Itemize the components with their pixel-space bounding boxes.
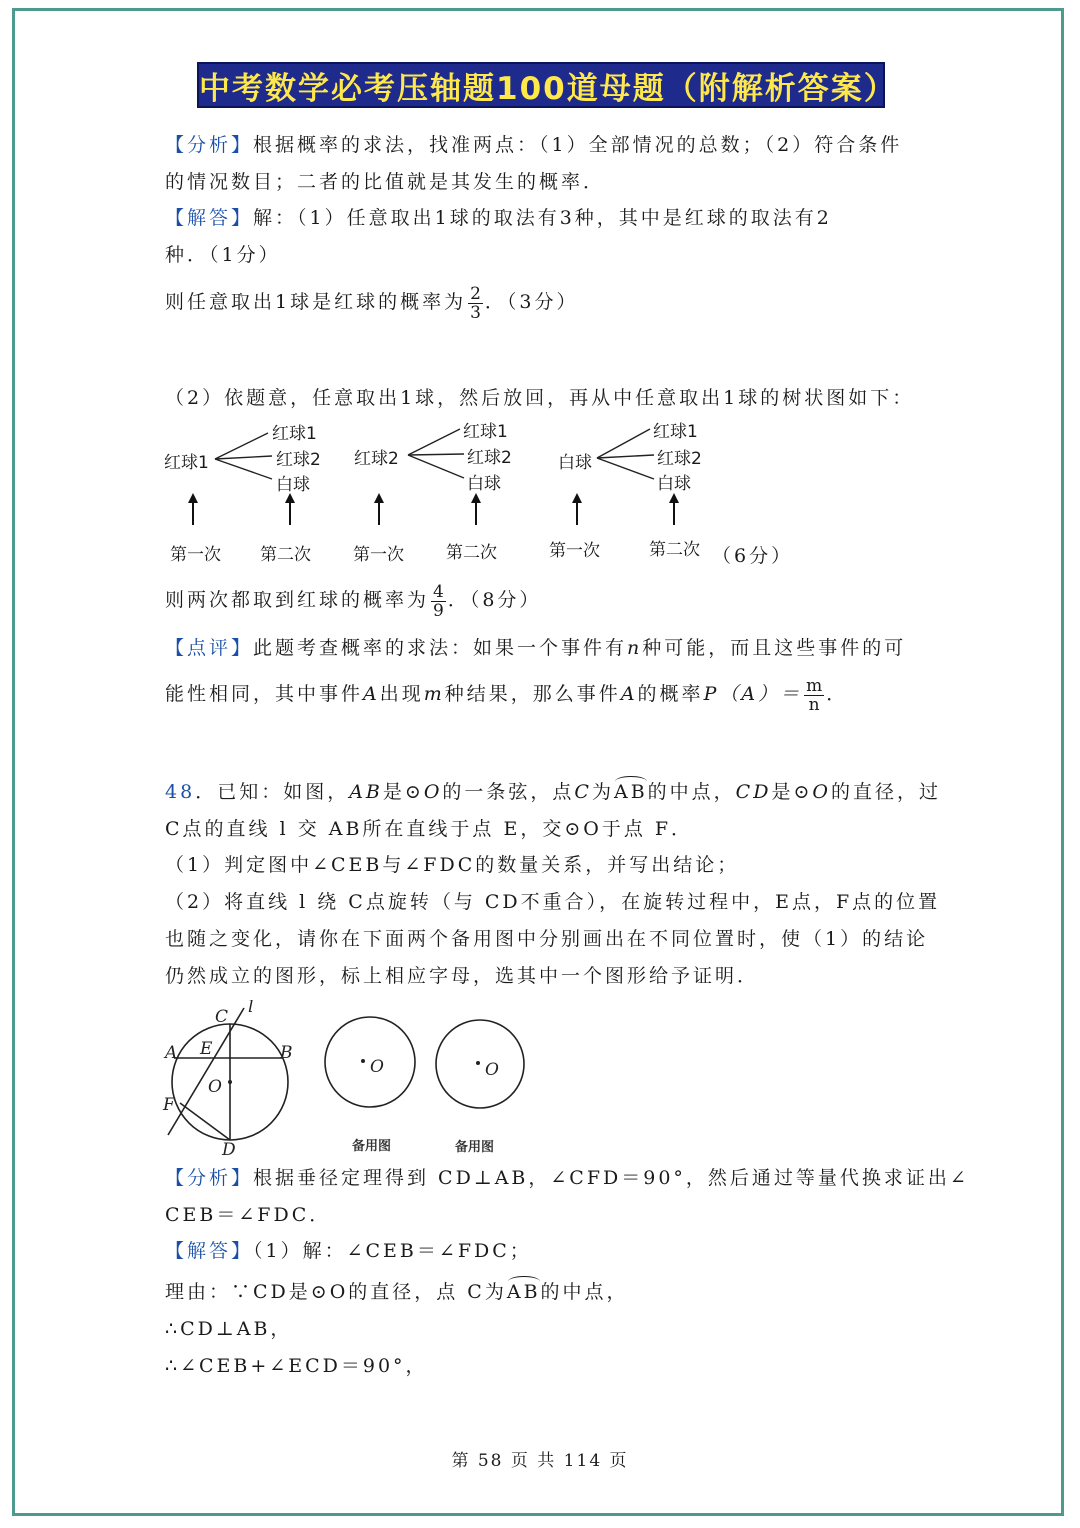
tree-first-label: 第一次: [353, 545, 404, 565]
tree-branch: 白球: [657, 474, 691, 494]
q48-var: O: [812, 781, 831, 803]
part2-line: （2）依题意，任意取出1球，然后放回，再从中任意取出1球的树状图如下：: [165, 387, 915, 409]
comment-fraction: [804, 677, 824, 714]
comment-text: 能性相同，其中事件: [165, 683, 364, 705]
analysis-text: 根据垂径定理得到 CD⊥AB，∠CFD＝90°，然后通过等量代换求证出∠: [253, 1167, 969, 1189]
tree-root-3: 白球: [558, 453, 592, 473]
answer-tag: 【解答】: [165, 207, 254, 229]
comment-line-2: [165, 674, 848, 714]
probability-line-2: [165, 580, 541, 620]
prob2-numerator: 4: [433, 581, 444, 602]
title-banner: [197, 62, 897, 108]
q48-var: CD: [735, 781, 772, 803]
reason-text: 的中点，: [540, 1281, 629, 1303]
prob1-numerator: 2: [470, 283, 481, 304]
label-d: D: [222, 1140, 236, 1160]
q48-text: 为: [591, 781, 614, 803]
analysis-line-1: [165, 133, 902, 157]
answer-text: （1）解：∠CEB＝∠FDC；: [253, 1240, 532, 1262]
label-b: B: [280, 1043, 293, 1063]
tree-branch: 红球1: [463, 422, 508, 442]
tree-branch: 红球1: [653, 422, 698, 442]
tree-diagram: [160, 415, 760, 575]
q48-line-2: C点的直线 l 交 AB所在直线于点 E，交⊙O于点 F．: [165, 818, 694, 840]
prob2-score: ．（8分）: [447, 589, 542, 611]
q48-line-6: 仍然成立的图形，标上相应字母，选其中一个图形给予证明．: [165, 965, 760, 987]
spare-circle-2: [436, 1020, 524, 1108]
comment-text: 种可能，而且这些事件的可: [642, 637, 907, 659]
q48-text: 是⊙: [771, 781, 813, 803]
label-l: l: [248, 1000, 254, 1017]
comment-text: 此题考查概率的求法：如果一个事件有: [253, 637, 628, 659]
line-l: [168, 1008, 244, 1135]
tree-branch: 白球: [276, 475, 310, 495]
arc-ab: AB: [613, 781, 648, 803]
q48-therefore-2: ∴∠CEB+∠ECD＝90°，: [165, 1355, 428, 1377]
q48-line-5: 也随之变化，请你在下面两个备用图中分别画出在不同位置时，使（1）的结论: [165, 928, 929, 950]
tree-first-label: 第一次: [549, 541, 600, 561]
tree-second-label: 第二次: [446, 543, 497, 563]
comment-var-m: m: [423, 683, 445, 705]
probability-line-1: [165, 282, 579, 322]
analysis-tag: 【分析】: [165, 1167, 254, 1189]
tree-second-label: 第二次: [260, 545, 311, 565]
q48-text: ．已知：如图，: [195, 781, 350, 803]
q48-therefore-1: ∴CD⊥AB，: [165, 1318, 293, 1340]
spare-caption-2: 备用图: [455, 1140, 495, 1155]
answer-line-1: [165, 206, 832, 230]
comment-text: 的概率: [637, 683, 704, 705]
q48-text: 的一条弦，点: [442, 781, 575, 803]
page-title: 中考数学必考压轴题100道母题（附解析答案）: [199, 70, 897, 107]
tree-branch: 红球2: [657, 449, 702, 469]
page-footer: 第 58 页 共 114 页: [451, 1451, 629, 1471]
q48-line-1: [165, 780, 941, 804]
analysis-line-2: 的情况数目；二者的比值就是其发生的概率．: [165, 171, 606, 193]
arc-ab: AB: [506, 1281, 541, 1303]
comment-line-1: [165, 636, 906, 660]
q48-text: 的中点，: [647, 781, 736, 803]
label-c: C: [215, 1007, 229, 1027]
q48-analysis-line-2: CEB＝∠FDC．: [165, 1204, 332, 1226]
spare-label-o-1: O: [370, 1057, 384, 1077]
comment-var-a: A: [620, 683, 638, 705]
spare-caption-1: 备用图: [352, 1139, 392, 1154]
comment-probability: P（A）＝: [703, 683, 803, 705]
prob2-fraction: [431, 583, 446, 620]
q48-text: 是⊙: [382, 781, 424, 803]
q48-var: C: [574, 781, 592, 803]
analysis-tag: 【分析】: [165, 134, 254, 156]
q48-analysis-line-1: [165, 1166, 969, 1190]
q48-answer-line-1: [165, 1239, 532, 1263]
tree-branch: 红球2: [467, 448, 512, 468]
comment-var-a: A: [363, 683, 380, 705]
prob1-text: 则任意取出1球是红球的概率为: [165, 291, 467, 313]
answer-text: 解：（1）任意取出1球的取法有3种，其中是红球的取法有2: [253, 207, 832, 229]
q48-line-3: （1）判定图中∠CEB与∠FDC的数量关系，并写出结论；: [165, 854, 740, 876]
q48-line-4: （2）将直线 l 绕 C点旋转（与 CD不重合），在旋转过程中，E点，F点的位置: [165, 891, 941, 913]
q48-var: AB: [349, 781, 383, 803]
comment-numerator: m: [806, 675, 823, 696]
comment-denominator: n: [808, 694, 820, 715]
comment-var-n: n: [627, 637, 643, 659]
q48-var: O: [423, 781, 443, 803]
question-number: 48: [165, 781, 196, 803]
tree-branch: 白球: [467, 474, 501, 494]
tree-root-2: 红球2: [354, 449, 399, 469]
prob2-text: 则两次都取到红球的概率为: [165, 589, 430, 611]
comment-text: 种结果，那么事件: [444, 683, 621, 705]
tree-root-1: 红球1: [164, 453, 209, 473]
tree-score: （6分）: [712, 545, 794, 567]
prob1-score: ．（3分）: [484, 291, 579, 313]
comment-text: 出现: [379, 683, 424, 705]
geometry-figures: [160, 1000, 550, 1160]
answer-tag: 【解答】: [165, 1240, 254, 1262]
analysis-text: 根据概率的求法，找准两点：（1）全部情况的总数；（2）符合条件: [253, 134, 903, 156]
reason-text: 理由：∵CD是⊙O的直径，点 C为: [165, 1281, 507, 1303]
label-e: E: [200, 1039, 213, 1059]
comment-tag: 【点评】: [165, 637, 254, 659]
prob1-denominator: 3: [470, 302, 481, 323]
prob1-fraction: [468, 285, 483, 322]
label-f: F: [163, 1095, 175, 1115]
tree-branch: 红球2: [276, 450, 321, 470]
q48-text: 的直径，过: [830, 781, 941, 803]
label-o: O: [208, 1077, 222, 1097]
q48-reason-line: [165, 1280, 629, 1304]
answer-line-2: 种．（1分）: [165, 244, 281, 266]
comment-end: ．: [826, 683, 849, 705]
prob2-denominator: 9: [433, 600, 444, 621]
tree-second-label: 第二次: [649, 540, 700, 560]
tree-first-label: 第一次: [170, 545, 221, 565]
label-a: A: [165, 1043, 178, 1063]
tree-branch: 红球1: [272, 424, 317, 444]
spare-label-o-2: O: [485, 1060, 499, 1080]
